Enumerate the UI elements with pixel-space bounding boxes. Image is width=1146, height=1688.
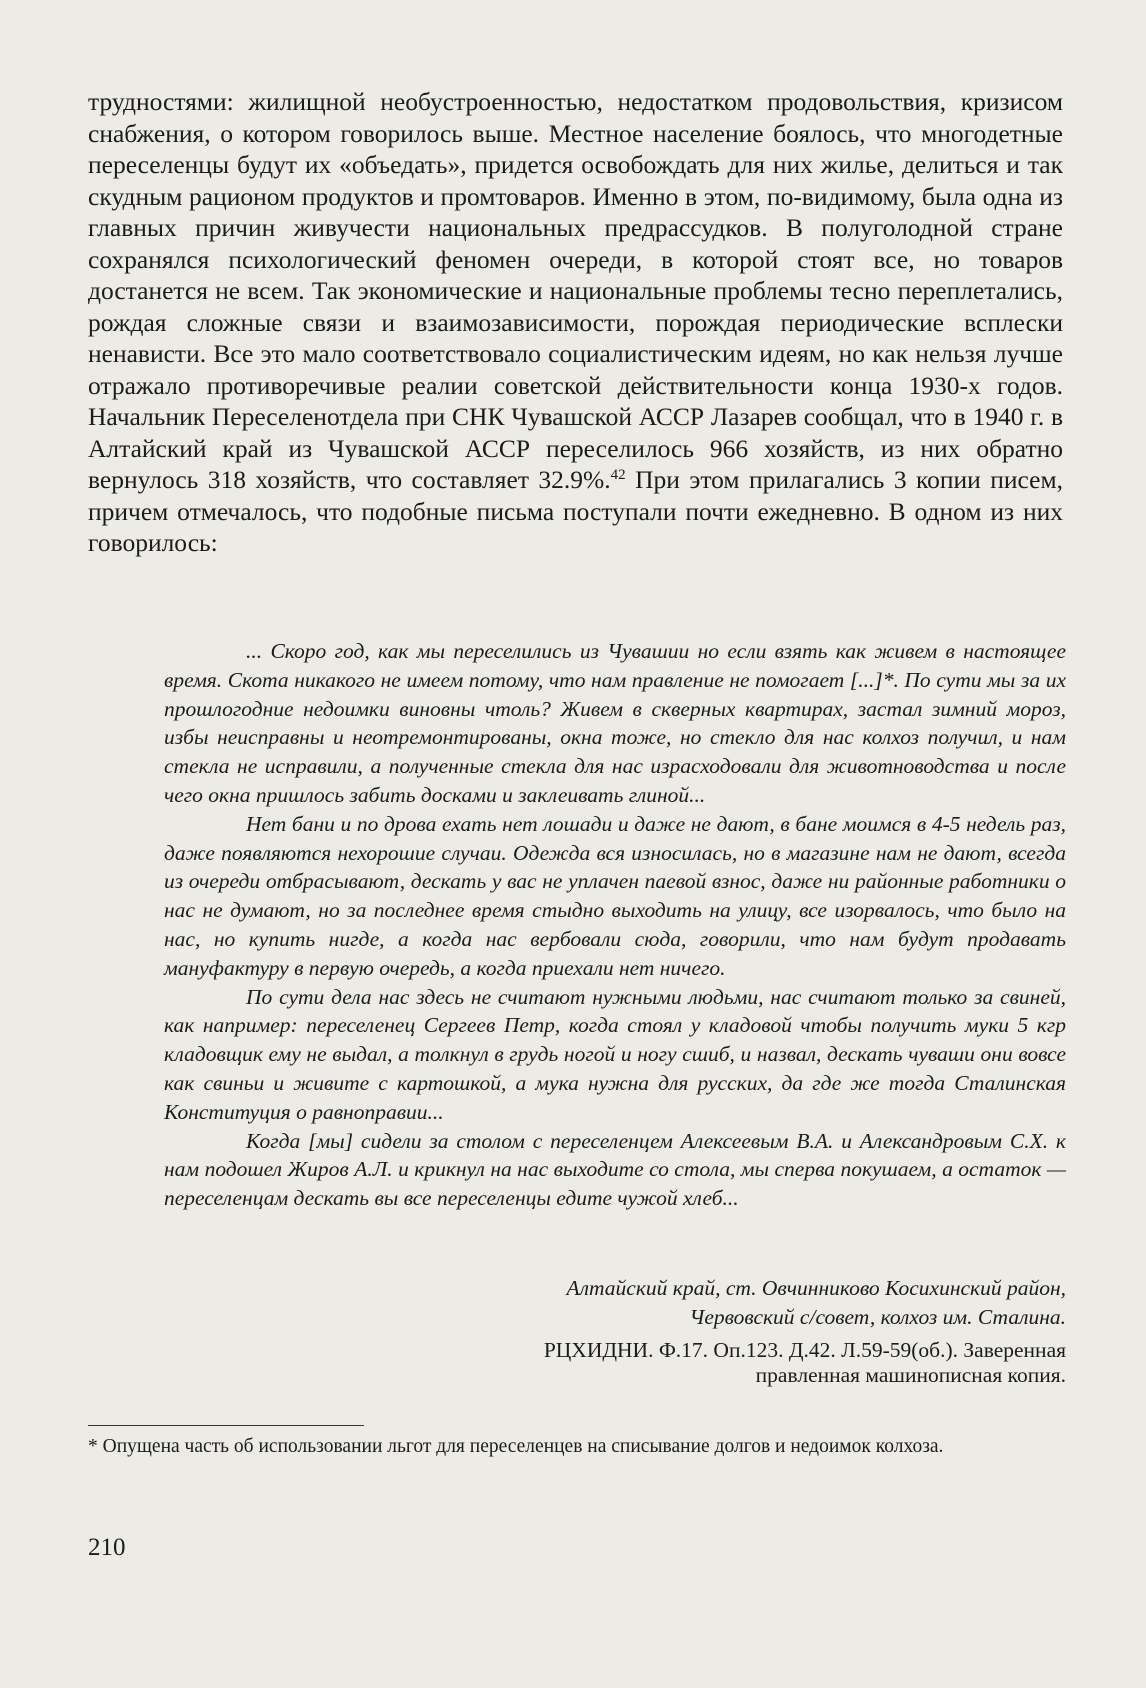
letter-signature bbox=[400, 1274, 1066, 1332]
quote-paragraph-4: Когда [мы] сидели за столом с переселенцем Алексеевым В.А. и Александровым С.Х. к нам подошел Жиров А.Л. и крикнул на нас выходите со стола, мы сперва покушаем, а остаток — переселенцам дескать вы все переселенцы едите чужой хлеб... bbox=[164, 1128, 1066, 1211]
footnote-reference: 42 bbox=[610, 467, 626, 483]
signature-line-2: Червовский с/совет, колхоз им. Сталина. bbox=[689, 1305, 1066, 1329]
archive-reference bbox=[480, 1338, 1066, 1388]
letter-quote bbox=[164, 637, 1066, 1213]
archive-line-2: правленная машинописная копия. bbox=[755, 1363, 1066, 1387]
paragraph-end: При этом прилагались 3 копии писем, причем отмечалось, что подобные письма поступали почти ежедневно. В одном из них говорилось: bbox=[88, 465, 1063, 557]
page-number: 210 bbox=[88, 1534, 126, 1561]
quote-paragraph-2: Нет бани и по дрова ехать нет лошади и даже не дают, в бане моимся в 4-5 недель раз, даже появляются нехорошие случаи. Одежда вся износилась, но в магазине нам не дают, всегда из очереди отбрасывают, дескать у вас не уплачен паевой взнос, даже ни районные работники о нас не думают, но за последнее время стыдно выходить на улицу, все изорвалось, что было на нас, но купить нигде, а когда нас вербовали сюда, говорили, что нам будут продавать мануфактуру в первую очередь, а когда приехали нет ничего. bbox=[164, 811, 1066, 980]
paragraph-start: трудностями: жилищной необустроенностью, недостатком продовольствия, кризисом снабжения, о котором говорилось выше. Местное население боялось, что многодетные переселенцы будут их «объедать», придется освобождать для них жилье, делиться и так скудным рационом продуктов и промтоваров. Именно в этом, по-видимому, была одна из главных причин живучести национальных предрассудков. В полуголодной стране сохранялся психологический феномен очереди, в которой стоят все, но товаров достанется не всем. Так экономические и национальные проблемы тесно переплетались, рождая сложные связи и взаимозависимости, порождая периодические всплески ненависти. Все это мало соответствовало социалистическим идеям, но как нельзя лучше отражало противоречивые реалии советской действительности конца 1930-х годов. Начальник Переселенотдела при СНК Чувашской АССР Лазарев сообщал, что в 1940 г. в Алтайский край из Чувашской АССР переселилось 966 хозяйств, из них обратно вернулось 318 хозяйств, что составляет 32.9%. bbox=[88, 87, 1063, 494]
signature-line-1: Алтайский край, ст. Овчинниково Косихинский район, bbox=[566, 1276, 1066, 1300]
footnote-divider bbox=[88, 1425, 364, 1426]
paragraph-text bbox=[88, 86, 1063, 559]
quote-paragraph-3: По сути дела нас здесь не считают нужными людьми, нас считают только за свиней, как например: переселенец Сергеев Петр, когда стоял у кладовой чтобы получить муки 5 кгр кладовщик ему не выдал, а толкнул в грудь ногой и ногу сшиб, и назвал, дескать чуваши они вовсе как свиньи и живите с картошкой, а мука нужна для русских, да где же тогда Сталинская Конституция о равноправии... bbox=[164, 984, 1066, 1124]
quote-paragraph-1: ... Скоро год, как мы переселились из Чувашии но если взять как живем в настоящее время. Скота никакого не имеем потому, что нам правление не помогает [...]*. По сути мы за их прошлогодние недоимки виновны чтоль? Живем в скверных квартирах, застал зимний мороз, избы неисправны и неотремонтированы, окна тоже, но стекло для нас колхоз получил, и нам стекла не исправили, а полученные стекла для нас израсходовали для животноводства и после чего окна пришлось забить досками и заклеивать глиной... bbox=[164, 639, 1066, 807]
footnote: * Опущена часть об использовании льгот для переселенцев на списывание долгов и недоимок колхоза. bbox=[88, 1436, 944, 1457]
archive-line-1: РЦХИДНИ. Ф.17. Оп.123. Д.42. Л.59-59(об.). Заверенная bbox=[543, 1338, 1066, 1362]
main-paragraph bbox=[88, 86, 1063, 559]
